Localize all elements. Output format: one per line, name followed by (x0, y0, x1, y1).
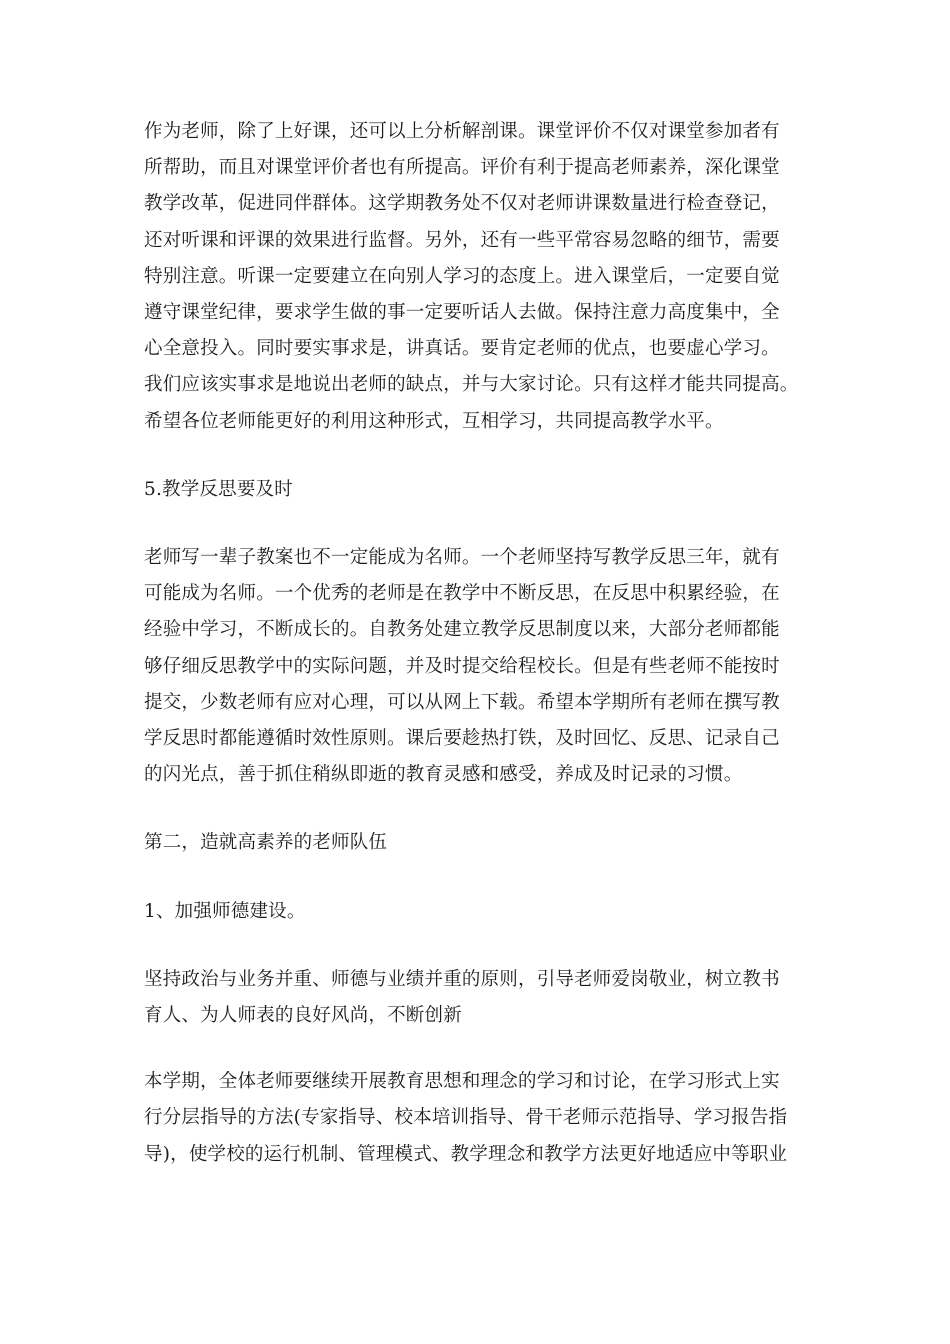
paragraph-semester-study (144, 1064, 824, 1173)
text-line: 学反思时都能遵循时效性原则。课后要趁热打铁，及时回忆、反思、记录自己 (144, 728, 780, 750)
paragraph-spacing (144, 508, 824, 540)
text-line: 心全意投入。同时要实事求是，讲真话。要肯定老师的优点，也要虚心学习。 (144, 338, 780, 360)
text-line: 特别注意。听课一定要建立在向别人学习的态度上。进入课堂后，一定要自觉 (144, 265, 780, 287)
paragraph-classroom-evaluation (144, 114, 824, 440)
paragraph-ethics-principle (144, 962, 824, 1034)
text-line: 提交，少数老师有应对心理，可以从网上下载。希望本学期所有老师在撰写教 (144, 691, 780, 713)
text-line: 导)，使学校的运行机制、管理模式、教学理念和教学方法更好地适应中等职业 (144, 1143, 788, 1165)
paragraph-spacing (144, 440, 824, 472)
text-line: 作为老师，除了上好课，还可以上分析解剖课。课堂评价不仅对课堂参加者有 (144, 121, 780, 142)
text-line: 我们应该实事求是地说出老师的缺点，并与大家讨论。只有这样才能共同提高。 (144, 374, 799, 396)
text-line: 行分层指导的方法(专家指导、校本培训指导、骨干老师示范指导、学习报告指 (144, 1107, 788, 1129)
text-line: 教学改革，促进同伴群体。这学期教务处不仅对老师讲课数量进行检查登记， (144, 193, 780, 215)
text-line: 的闪光点，善于抓住稍纵即逝的教育灵感和感受，养成及时记录的习惯。 (144, 764, 743, 786)
text-line: 育人、为人师表的良好风尚，不断创新 (144, 1005, 462, 1027)
document-page (144, 114, 824, 1173)
text-line: 遵守课堂纪律，要求学生做的事一定要听话人去做。保持注意力高度集中，全 (144, 302, 780, 324)
section-heading-teaching-reflection (144, 472, 824, 508)
section-heading-teacher-team (144, 825, 824, 861)
section-heading-ethics (144, 894, 824, 930)
text-line: 坚持政治与业务并重、师德与业绩并重的原则，引导老师爱岗敬业，树立教书 (144, 968, 780, 990)
text-line: 可能成为名师。一个优秀的老师是在教学中不断反思，在反思中积累经验，在 (144, 583, 780, 605)
text-line: 希望各位老师能更好的利用这种形式，互相学习，共同提高教学水平。 (144, 410, 724, 432)
paragraph-spacing (144, 862, 824, 894)
text-line: 老师写一辈子教案也不一定能成为名师。一个老师坚持写教学反思三年，就有 (144, 547, 780, 569)
paragraph-spacing (144, 930, 824, 962)
text-line: 本学期，全体老师要继续开展教育思想和理念的学习和讨论，在学习形式上实 (144, 1071, 780, 1093)
heading-text: 5.教学反思要及时 (144, 478, 293, 500)
text-line: 经验中学习，不断成长的。自教务处建立教学反思制度以来，大部分老师都能 (144, 619, 780, 641)
text-line: 够仔细反思教学中的实际问题，并及时提交给程校长。但是有些老师不能按时 (144, 655, 780, 677)
paragraph-spacing (144, 793, 824, 825)
heading-text: 第二，造就高素养的老师队伍 (144, 832, 388, 854)
text-line: 所帮助，而且对课堂评价者也有所提高。评价有利于提高老师素养，深化课堂 (144, 157, 780, 179)
heading-text: 1、加强师德建设。 (144, 900, 306, 922)
paragraph-spacing (144, 1034, 824, 1064)
text-line: 还对听课和评课的效果进行监督。另外，还有一些平常容易忽略的细节，需要 (144, 229, 780, 251)
paragraph-teaching-reflection (144, 540, 824, 793)
